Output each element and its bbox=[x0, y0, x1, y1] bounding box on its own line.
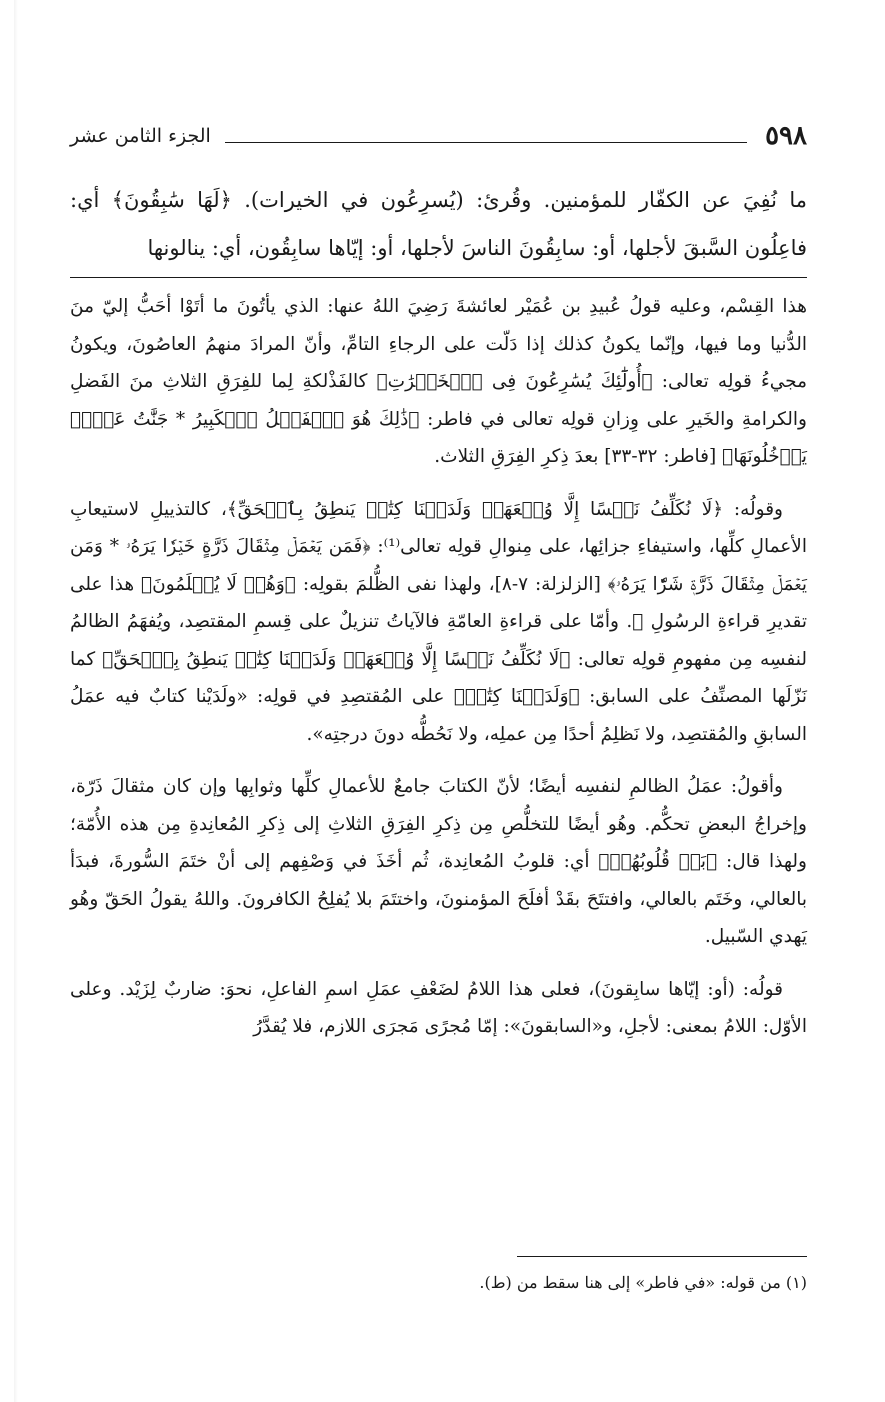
commentary-paragraph-3: وأقولُ: عمَلُ الظالمِ لنفسِه أيضًا؛ لأنّ الكتابَ جامعٌ للأعمالِ كلِّها وثوابِها وإن كان مثقالَ ذَرّة، وإخراجُ البعضِ تحكُّم. وهُو أيضًا للتخلُّصِ مِن ذِكرِ الفِرَقِ الثلاثِ إلى ذِكرِ المُعانِدةِ مِن هذه الأُمّة؛ ولهذا قال: ﴿بَلۡ قُلُوبُهُمۡ﴾ أي: قلوبُ المُعانِدة، ثُم أخَذَ في وَصْفِهم إلى أنْ ختَمَ السُّورةَ، فبدَأ بالعالي، وخَتَم بالعالي، وافتتَحَ بقَدْ أفلَحَ المؤمنونَ، واختتَمَ بلا يُفلِحُ الكافرونَ. واللهُ يقولُ الحَقّ وهُو يَهدي السّبيل. bbox=[70, 776, 807, 947]
commentary-paragraph-2: وقولُه: ﴿لَا نُكَلِّفُ نَفۡسًا إِلَّا وُسۡعَهَاۖ وَلَدَيۡنَا كِتَٰبٞ يَنطِقُ بِٱلۡحَقِّ﴾، كالتذييلِ لاستيعابِ الأعمالِ كلِّها، واستيفاءِ جزائِها، على مِنوالِ قولِه تعالى⁽¹⁾: ﴿فَمَن يَعۡمَلۡ مِثۡقَالَ ذَرَّةٍ خَيۡرٗا يَرَهُۥ * وَمَن يَعۡمَلۡ مِثۡقَالَ ذَرَّةٖ شَرّٗا يَرَهُۥ﴾ [الزلزلة: ٧-٨]، ولهذا نفى الظُّلمَ بقولِه: ﴿وَهُمۡ لَا يُظۡلَمُونَ﴾ هذا على تقديرِ قراءةِ الرسُولِ ﷺ. وأمّا على قراءةِ العامّةِ فالآياتُ تنزيلٌ على قِسمِ المقتصِد، ويُفهَمُ الظالمُ لنفسِه مِن مفهومِ قولِه تعالى: ﴿لَا نُكَلِّفُ نَفۡسًا إِلَّا وُسۡعَهَاۖ وَلَدَيۡنَا كِتَٰبٞ يَنطِقُ بِٱلۡحَقِّ﴾ كما نَزّلَها المصنِّفُ على السابق: ﴿وَلَدَيۡنَا كِتَٰبٞ﴾ على المُقتصِدِ في قولِه: «ولَدَيْنا كتابٌ فيه عمَلُ السابقِ والمُقتصِد، ولا نَظلِمُ أحدًا مِن عملِه، ولا نَحُطُّه دونَ درجتِه». bbox=[70, 498, 808, 745]
scan-edge-shadow bbox=[14, 0, 18, 1402]
main-text bbox=[70, 176, 807, 272]
commentary-paragraph-4: قولُه: (أو: إيّاها سابِقونَ)، فعلى هذا اللامُ لضَعْفِ عمَلِ اسمِ الفاعلِ، نحوَ: ضاربٌ لِزَيْد. وعلى الأوّل: اللامُ بمعنى: لأجلِ، و«السابقونَ»: إمّا مُجرًى مَجرَى اللازم، فلا يُقدَّرُ bbox=[70, 978, 807, 1037]
running-header bbox=[70, 118, 807, 154]
footnote-text: (١) من قوله: «في فاطر» إلى هنا سقط من (ط). bbox=[479, 1273, 807, 1292]
part-title: الجزء الثامن عشر bbox=[70, 125, 211, 147]
commentary-paragraph-1: هذا القِسْم، وعليه قولُ عُبيدِ بن عُمَيْر لعائشةَ رَضِيَ اللهُ عنها: الذي يأتُونَ ما أتَوْا أحَبُّ إليّ منَ الدُّنيا وما فيها، وإنّما يكونُ كذلك إذا دَلّت على الرجاءِ التامِّ، وأنّ المرادَ منهمُ العاصُونَ، ويكونُ مجيءُ قولِه تعالى: ﴿أُولَٰٓئِكَ يُسَٰرِعُونَ فِى ٱلۡخَيۡرَٰتِ﴾ كالفَذْلكةِ لِما للفِرَقِ الثلاثِ منَ الفَضلِ والكرامةِ والخَيرِ على وِزانِ قولِه تعالى في فاطر: ﴿ذَٰلِكَ هُوَ ٱلۡفَضۡلُ ٱلۡكَبِيرُ * جَنَّٰتُ عَدۡنٖ يَدۡخُلُونَهَا﴾ [فاطر: ٣٢-٣٣] بعدَ ذِكرِ الفِرَقِ الثلاث. bbox=[70, 296, 807, 467]
commentary bbox=[70, 288, 807, 1061]
header-rule bbox=[225, 142, 747, 143]
footnote-rule bbox=[517, 1256, 807, 1257]
main-text-paragraph: ما نُفِيَ عن الكفّار للمؤمنين. وقُرئ: (يُسرِعُون في الخيرات). ﴿لَهَا سَٰبِقُونَ﴾ أي: فاعِلُون السَّبقَ لأجلها، أو: سابِقُونَ الناسَ لأجلها، أو: إيّاها سابِقُون، أي: ينالونها bbox=[70, 188, 807, 260]
text-commentary-divider bbox=[70, 277, 807, 278]
page-number: ٥٩٨ bbox=[765, 121, 807, 151]
footnote bbox=[70, 1268, 807, 1298]
